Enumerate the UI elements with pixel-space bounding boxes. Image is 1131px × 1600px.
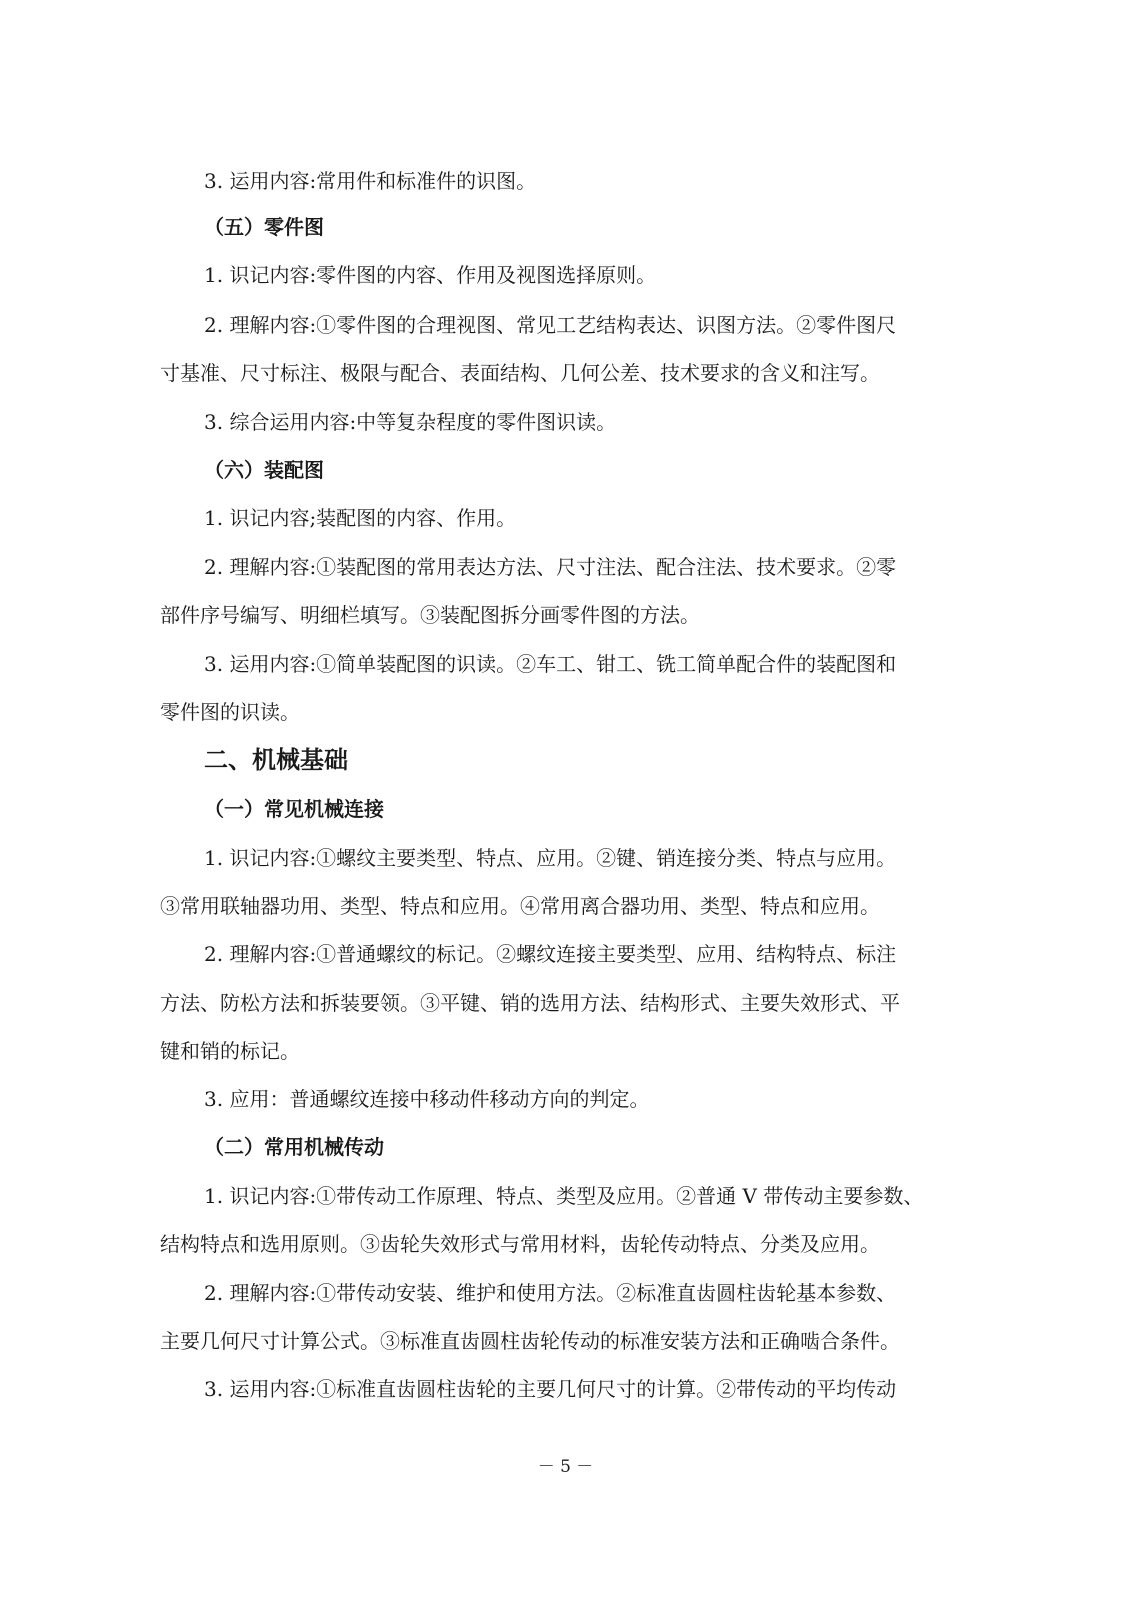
paragraph-line: 3. 应用：普通螺纹连接中移动件移动方向的判定。 — [204, 1087, 650, 1111]
section-heading: （二）常用机械传动 — [204, 1135, 384, 1159]
paragraph-line: 1. 识记内容;装配图的内容、作用。 — [204, 506, 517, 530]
paragraph-line: 2. 理解内容:①普通螺纹的标记。②螺纹连接主要类型、应用、结构特点、标注 — [204, 942, 897, 966]
section-heading: （五）零件图 — [204, 215, 324, 239]
paragraph-line: 3. 综合运用内容:中等复杂程度的零件图识读。 — [204, 410, 617, 434]
paragraph-line: 2. 理解内容:①带传动安装、维护和使用方法。②标准直齿圆柱齿轮基本参数、 — [204, 1281, 897, 1305]
paragraph-line: 2. 理解内容:①装配图的常用表达方法、尺寸注法、配合注法、技术要求。②零 — [204, 555, 897, 579]
paragraph-line: 寸基准、尺寸标注、极限与配合、表面结构、几何公差、技术要求的含义和注写。 — [160, 361, 880, 385]
page-number: － 5 － — [537, 1457, 594, 1477]
paragraph-line: 3. 运用内容:①标准直齿圆柱齿轮的主要几何尺寸的计算。②带传动的平均传动 — [204, 1377, 897, 1401]
paragraph-line: 2. 理解内容:①零件图的合理视图、常见工艺结构表达、识图方法。②零件图尺 — [204, 313, 897, 337]
paragraph-line: 零件图的识读。 — [160, 700, 300, 724]
paragraph-line: 部件序号编写、明细栏填写。③装配图拆分画零件图的方法。 — [160, 603, 700, 627]
section-heading: （一）常见机械连接 — [204, 797, 384, 821]
paragraph-line: ③常用联轴器功用、类型、特点和应用。④常用离合器功用、类型、特点和应用。 — [160, 894, 880, 918]
paragraph-line: 结构特点和选用原则。③齿轮失效形式与常用材料，齿轮传动特点、分类及应用。 — [160, 1232, 880, 1256]
paragraph-line: 1. 识记内容:①带传动工作原理、特点、类型及应用。②普通 V 带传动主要参数、 — [204, 1184, 924, 1208]
paragraph-line: 方法、防松方法和拆装要领。③平键、销的选用方法、结构形式、主要失效形式、平 — [160, 991, 900, 1015]
paragraph-line: 主要几何尺寸计算公式。③标准直齿圆柱齿轮传动的标准安装方法和正确啮合条件。 — [160, 1329, 900, 1353]
paragraph-line: 键和销的标记。 — [160, 1039, 300, 1063]
paragraph-line: 3. 运用内容:①简单装配图的识读。②车工、钳工、铣工简单配合件的装配图和 — [204, 652, 897, 676]
section-heading: （六）装配图 — [204, 458, 324, 482]
chapter-heading: 二、机械基础 — [204, 746, 348, 774]
document-page — [160, 0, 980, 1600]
paragraph-line: 3. 运用内容:常用件和标准件的识图。 — [204, 169, 537, 193]
paragraph-line: 1. 识记内容:零件图的内容、作用及视图选择原则。 — [204, 263, 657, 287]
paragraph-line: 1. 识记内容:①螺纹主要类型、特点、应用。②键、销连接分类、特点与应用。 — [204, 846, 897, 870]
